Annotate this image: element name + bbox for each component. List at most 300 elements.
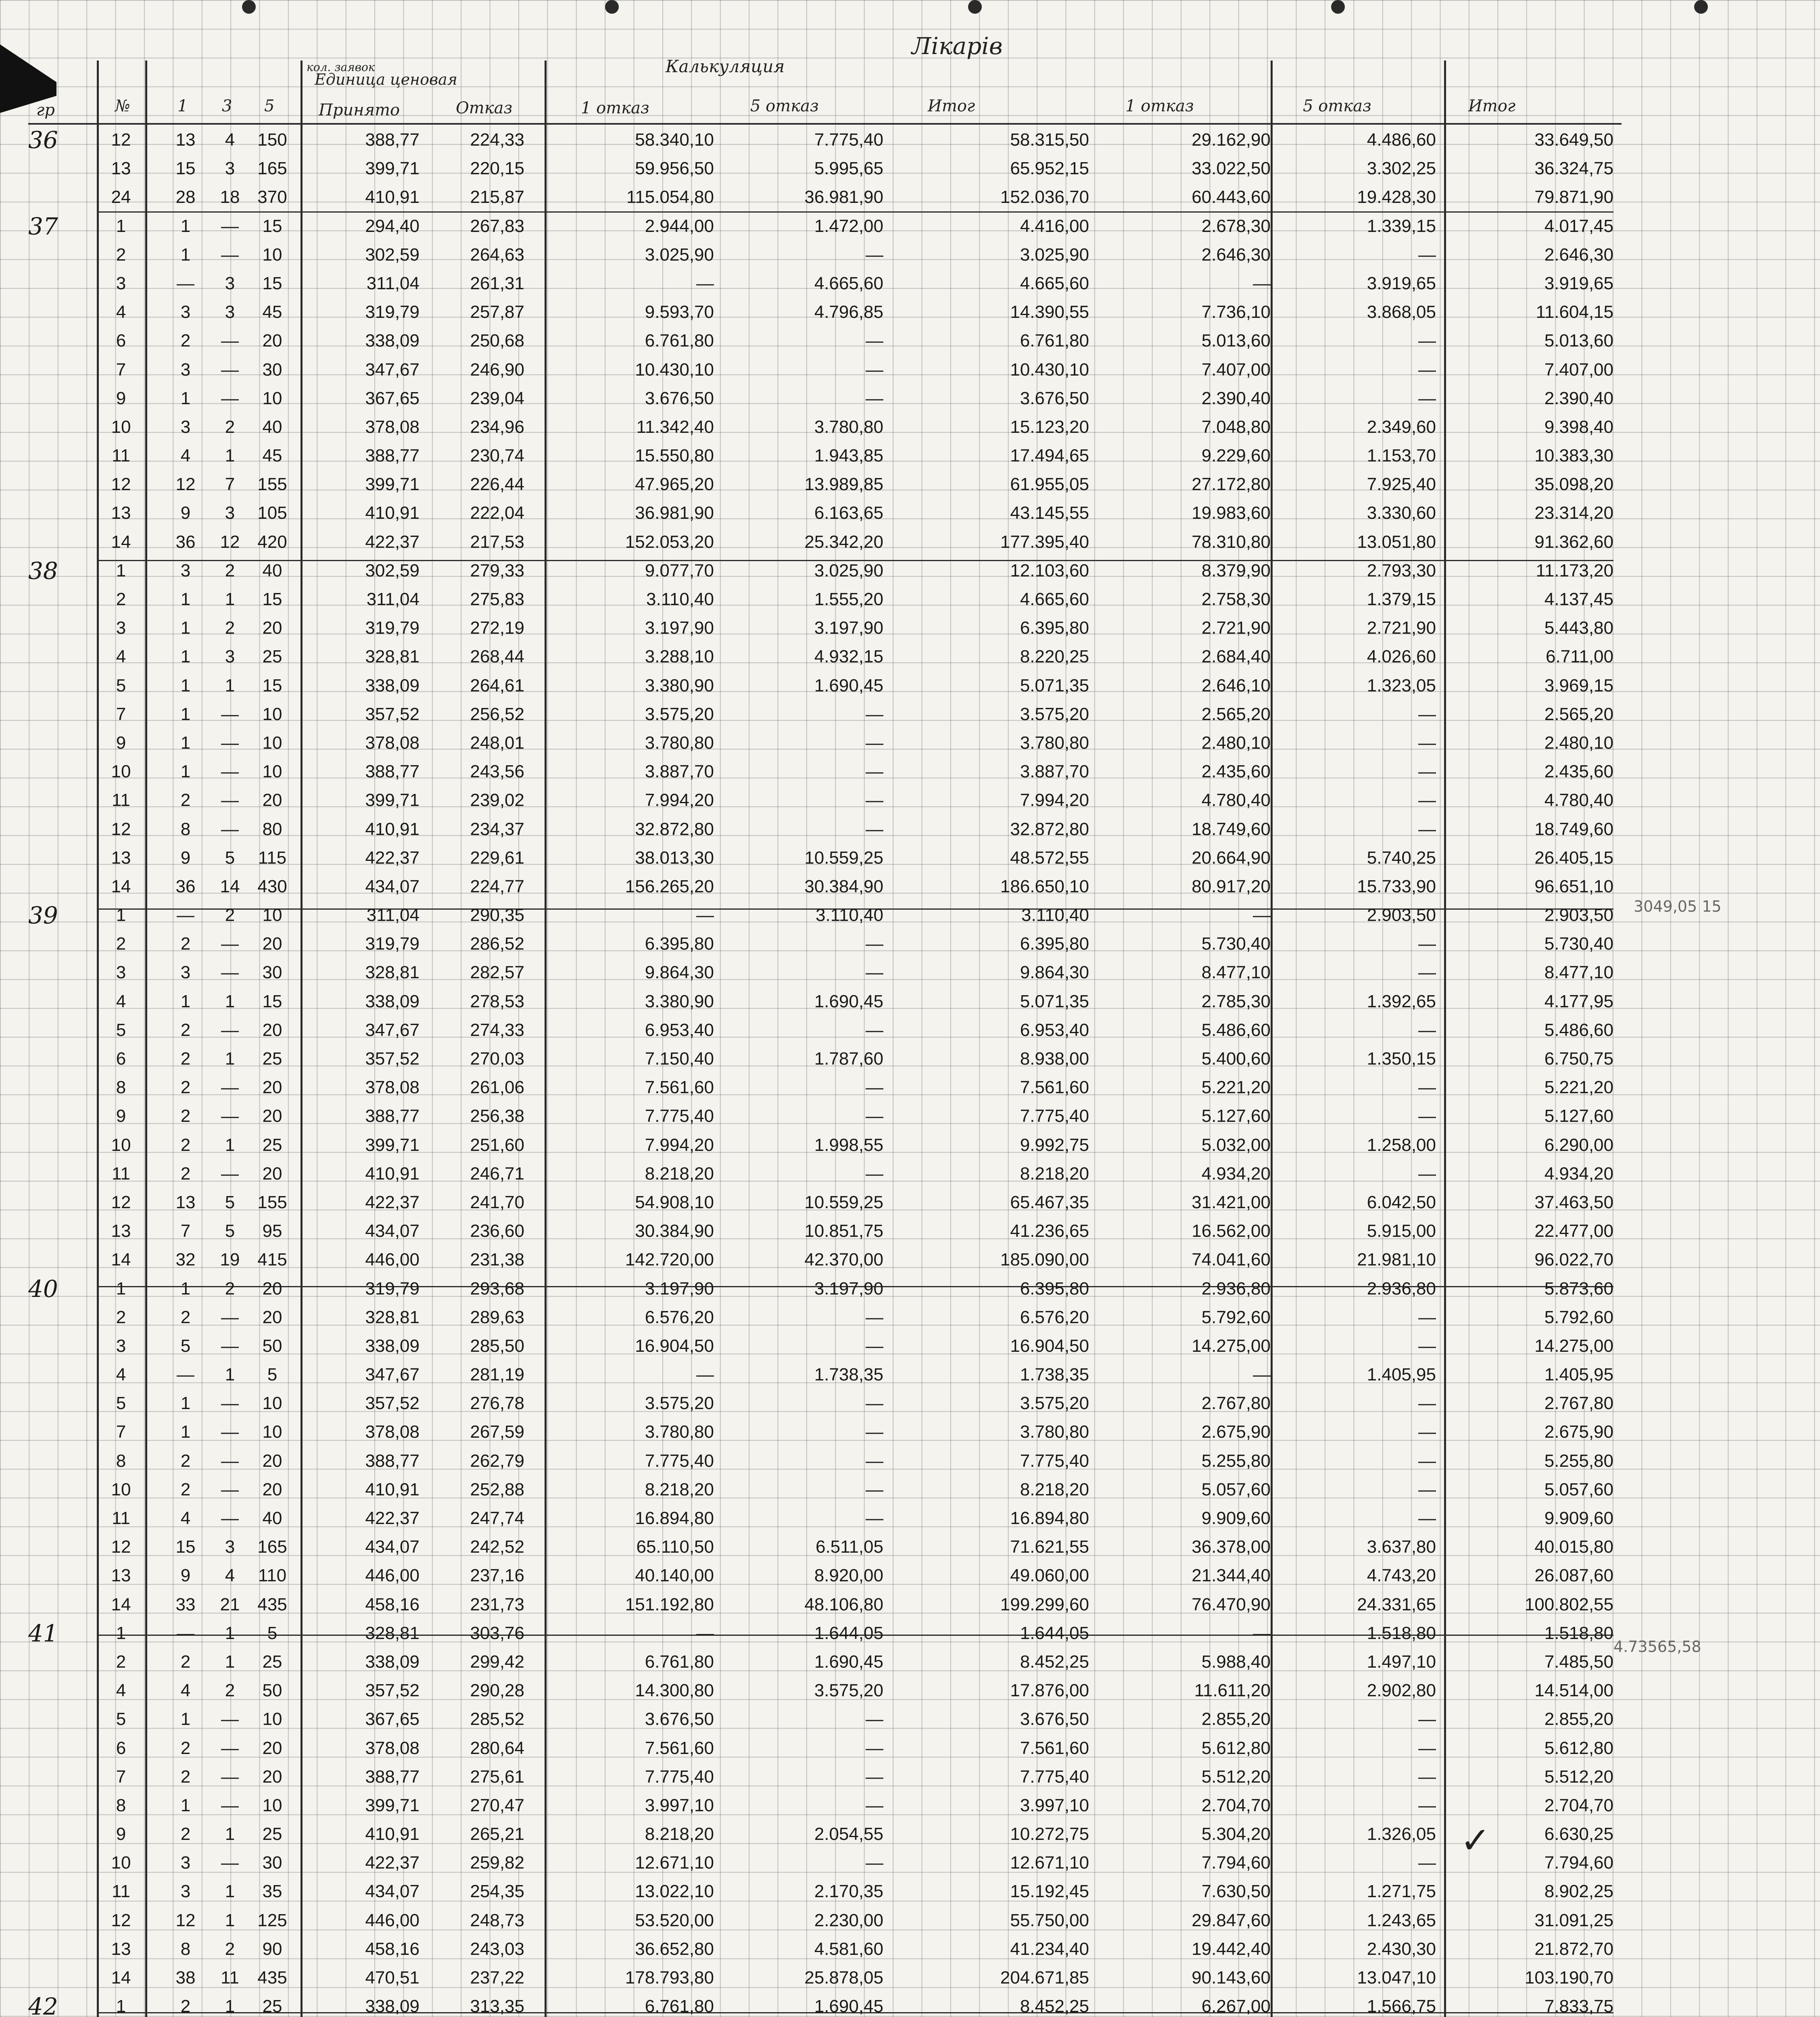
cell-p2: 264,61	[470, 675, 524, 695]
cell-id: 14	[111, 876, 131, 896]
cell-a3: 3.676,50	[1020, 388, 1089, 408]
cell-a2: 8.920,00	[814, 1566, 883, 1586]
cell-a3: 65.952,15	[1010, 159, 1089, 179]
cell-g	[28, 443, 81, 468]
cell-id: 12	[111, 1910, 131, 1930]
cell-c3: 20	[262, 618, 282, 638]
cell-c3: 20	[262, 331, 282, 351]
header-rule	[28, 123, 1622, 125]
cell-g	[28, 788, 81, 813]
cell-a2: 2.054,55	[814, 1824, 883, 1844]
cell-a1: 6.576,20	[645, 1307, 714, 1327]
cell-a6: 4.934,20	[1544, 1163, 1613, 1184]
cell-a5: 4.743,20	[1367, 1566, 1436, 1586]
cell-g: 40	[28, 1275, 58, 1303]
cell-c3: 20	[262, 1307, 282, 1327]
cell-c1: 33	[175, 1594, 196, 1614]
cell-c3: 20	[262, 1766, 282, 1787]
cell-g	[28, 817, 81, 842]
cell-a4: 2.758,30	[1201, 589, 1271, 609]
cell-a1: 7.994,20	[645, 1135, 714, 1155]
cell-c1: 2	[180, 1049, 191, 1069]
cell-p1: 338,09	[365, 991, 420, 1011]
cell-a6: 31.091,25	[1534, 1910, 1613, 1930]
cell-a2: 3.780,80	[814, 417, 883, 437]
cell-a6: 2.480,10	[1544, 733, 1613, 753]
cell-c1: 2	[180, 1020, 191, 1040]
table-row	[0, 1044, 1820, 1073]
cell-a5: 13.051,80	[1357, 532, 1436, 552]
cell-a1: 3.110,40	[646, 589, 714, 609]
cell-g	[28, 846, 81, 871]
cell-p1: 399,71	[365, 159, 420, 179]
cell-id: 24	[111, 187, 131, 207]
cell-a6: 5.443,80	[1544, 618, 1613, 638]
cell-g	[28, 874, 81, 899]
cell-a5: —	[1418, 733, 1436, 753]
cell-p1: 388,77	[365, 1106, 420, 1126]
table-row	[0, 699, 1820, 728]
cell-p1: 338,09	[365, 675, 420, 695]
cell-p2: 230,74	[470, 446, 524, 466]
cell-c3: 15	[262, 675, 282, 695]
cell-id: 14	[111, 1250, 131, 1270]
sheet-title: Лікарів	[912, 32, 1003, 60]
cell-a3: 7.561,60	[1020, 1077, 1089, 1098]
cell-c1: 2	[180, 1738, 191, 1758]
cell-c2: 2	[225, 1278, 235, 1299]
cell-id: 10	[111, 1135, 131, 1155]
col-a4: 1 отказ	[1125, 97, 1194, 115]
cell-a4: 2.785,30	[1201, 991, 1271, 1011]
cell-a1: 14.300,80	[635, 1681, 714, 1701]
cell-c2: 11	[221, 1968, 239, 1988]
cell-c1: 1	[180, 704, 191, 724]
cell-c2: 18	[220, 187, 240, 207]
cell-a1: 3.887,70	[645, 762, 714, 782]
table-row	[0, 929, 1820, 958]
cell-c1: —	[177, 1623, 194, 1643]
cell-a2: 1.690,45	[814, 991, 883, 1011]
col-c3: 5	[264, 97, 275, 115]
cell-p2: 262,79	[470, 1451, 524, 1471]
cell-a5: —	[1418, 1766, 1436, 1787]
cell-a3: 65.467,35	[1010, 1192, 1089, 1212]
cell-a3: 71.621,55	[1010, 1537, 1089, 1557]
cell-a4: 18.749,60	[1192, 819, 1271, 839]
cell-c1: 1	[180, 647, 191, 667]
cell-a3: 7.994,20	[1020, 790, 1089, 810]
cell-a6: 5.013,60	[1544, 331, 1613, 351]
cell-g	[28, 1247, 81, 1272]
cell-a2: —	[866, 1336, 883, 1356]
cell-a3: 41.236,65	[1010, 1221, 1089, 1241]
cell-a1: —	[696, 273, 714, 293]
cell-p1: 319,79	[365, 1278, 420, 1299]
cell-a5: —	[1418, 1451, 1436, 1471]
cell-a5: 3.868,05	[1367, 302, 1436, 322]
cell-g	[28, 759, 81, 784]
cell-g	[28, 1650, 81, 1675]
cell-c1: 4	[180, 1681, 191, 1701]
cell-g: 38	[28, 557, 58, 585]
table-row	[0, 384, 1820, 412]
cell-id: 3	[116, 963, 126, 983]
cell-p2: 264,63	[470, 244, 524, 265]
cell-a4: 2.855,20	[1201, 1709, 1271, 1729]
cell-a3: 7.775,40	[1020, 1451, 1089, 1471]
cell-a5: 2.721,90	[1367, 618, 1436, 638]
cell-c1: 38	[175, 1968, 196, 1988]
cell-c3: 20	[262, 790, 282, 810]
cell-p2: 286,52	[470, 934, 524, 954]
cell-a1: 6.395,80	[645, 934, 714, 954]
cell-a1: 3.025,90	[645, 244, 714, 265]
cell-a3: 16.894,80	[1010, 1508, 1089, 1528]
cell-a4: 29.162,90	[1192, 130, 1271, 150]
cell-p2: 256,52	[470, 704, 524, 724]
table-row	[0, 585, 1820, 613]
cell-a5: —	[1418, 1422, 1436, 1442]
cell-c2: 3	[225, 273, 235, 293]
cell-p2: 274,33	[470, 1020, 524, 1040]
table-row	[0, 728, 1820, 757]
qty-label: кол. заявок	[307, 61, 375, 74]
cell-p2: 299,42	[470, 1652, 524, 1672]
table-row	[0, 154, 1820, 182]
cell-c3: 10	[262, 762, 282, 782]
cell-p2: 279,33	[470, 560, 524, 580]
cell-g	[28, 1075, 81, 1100]
cell-p2: 237,22	[470, 1968, 524, 1988]
cell-p1: 311,04	[366, 589, 420, 609]
cell-a4: 27.172,80	[1192, 474, 1271, 495]
cell-a5: —	[1418, 790, 1436, 810]
cell-c2: —	[221, 331, 239, 351]
cell-id: 6	[116, 1049, 126, 1069]
cell-c3: 80	[262, 819, 282, 839]
cell-a4: 20.664,90	[1192, 848, 1271, 868]
table-row	[0, 671, 1820, 699]
cell-a1: 7.775,40	[645, 1106, 714, 1126]
cell-c1: 2	[180, 1766, 191, 1787]
cell-id: 3	[116, 273, 126, 293]
binder-hole	[605, 0, 619, 14]
cell-a1: 54.908,10	[635, 1192, 714, 1212]
cell-a2: 1.690,45	[814, 1996, 883, 2017]
cell-a5: 1.326,05	[1367, 1824, 1436, 1844]
cell-c3: 25	[262, 1652, 282, 1672]
cell-a3: 1.738,35	[1020, 1365, 1089, 1385]
cell-p1: 422,37	[365, 1508, 420, 1528]
cell-p2: 290,35	[470, 905, 524, 925]
cell-a2: —	[866, 1106, 883, 1126]
cell-g	[28, 501, 81, 526]
cell-a1: 59.956,50	[635, 159, 714, 179]
cell-c1: 12	[175, 474, 196, 495]
cell-c3: 15	[262, 991, 282, 1011]
cell-a5: —	[1418, 1508, 1436, 1528]
cell-a6: 100.802,55	[1524, 1594, 1613, 1614]
cell-c3: 20	[262, 1278, 282, 1299]
cell-c3: 10	[262, 1709, 282, 1729]
table-row	[0, 1446, 1820, 1475]
cell-c2: —	[221, 359, 239, 380]
cell-a1: 3.380,90	[645, 675, 714, 695]
cell-p1: 311,04	[366, 273, 420, 293]
cell-id: 6	[116, 1738, 126, 1758]
cell-a6: 6.630,25	[1544, 1824, 1613, 1844]
cell-c1: 1	[180, 675, 191, 695]
cell-p1: 319,79	[365, 618, 420, 638]
cell-id: 9	[116, 388, 126, 408]
cell-g	[28, 472, 81, 497]
cell-p2: 313,35	[470, 1996, 524, 2017]
cell-p1: 410,91	[365, 1479, 420, 1499]
cell-p1: 434,07	[365, 1221, 420, 1241]
cell-a3: 186.650,10	[1000, 876, 1089, 896]
cell-g	[28, 300, 81, 325]
cell-p2: 268,44	[470, 647, 524, 667]
cell-a3: 3.780,80	[1020, 1422, 1089, 1442]
cell-c2: —	[221, 704, 239, 724]
cell-g	[28, 185, 81, 210]
cell-id: 9	[116, 1824, 126, 1844]
cell-a4: 2.767,80	[1201, 1393, 1271, 1414]
cell-a6: 8.477,10	[1544, 963, 1613, 983]
cell-c1: 2	[180, 1077, 191, 1098]
cell-a5: 2.793,30	[1367, 560, 1436, 580]
cell-a2: 3.110,40	[815, 905, 883, 925]
table-row	[0, 326, 1820, 355]
cell-g: 37	[28, 212, 58, 240]
cell-a5: 3.302,25	[1367, 159, 1436, 179]
cell-a2: 5.995,65	[814, 159, 883, 179]
cell-p2: 251,60	[470, 1135, 524, 1155]
cell-a5: 1.339,15	[1367, 216, 1436, 236]
cell-p1: 422,37	[365, 1853, 420, 1873]
cell-a1: 13.022,10	[635, 1881, 714, 1902]
cell-c1: 2	[180, 790, 191, 810]
cell-p2: 265,21	[470, 1824, 524, 1844]
cell-c1: 2	[180, 1824, 191, 1844]
cell-c1: 2	[180, 934, 191, 954]
cell-a1: 36.981,90	[635, 503, 714, 523]
cell-p2: 257,87	[470, 302, 524, 322]
cell-a6: 7.833,75	[1544, 1996, 1613, 2017]
cell-a5: —	[1418, 1795, 1436, 1815]
cell-a6: 2.565,20	[1544, 704, 1613, 724]
cell-a4: 9.229,60	[1201, 446, 1271, 466]
cell-p1: 446,00	[365, 1250, 420, 1270]
cell-a2: —	[866, 359, 883, 380]
cell-c2: —	[221, 1766, 239, 1787]
cell-a1: 16.894,80	[635, 1508, 714, 1528]
cell-c3: 25	[262, 1049, 282, 1069]
table-row	[0, 1073, 1820, 1101]
cell-p1: 357,52	[365, 1681, 420, 1701]
cell-a4: 7.048,80	[1201, 417, 1271, 437]
cell-c2: —	[221, 1020, 239, 1040]
cell-c2: —	[221, 1508, 239, 1528]
cell-a2: —	[866, 1738, 883, 1758]
cell-a1: 3.780,80	[645, 1422, 714, 1442]
cell-a3: 17.494,65	[1010, 446, 1089, 466]
cell-a4: 7.630,50	[1201, 1881, 1271, 1902]
cell-a5: 1.243,65	[1367, 1910, 1436, 1930]
cell-p2: 231,38	[470, 1250, 524, 1270]
cell-a3: 5.071,35	[1020, 991, 1089, 1011]
cell-a3: 15.192,45	[1010, 1881, 1089, 1902]
cell-c2: 3	[225, 1537, 235, 1557]
cell-c1: 7	[180, 1221, 191, 1241]
cell-a3: 8.218,20	[1020, 1163, 1089, 1184]
cell-p1: 328,81	[365, 1307, 420, 1327]
cell-a5: —	[1418, 963, 1436, 983]
cell-p1: 434,07	[365, 876, 420, 896]
cell-a1: 40.140,00	[635, 1566, 714, 1586]
cell-p2: 229,61	[470, 848, 524, 868]
cell-c2: —	[221, 1795, 239, 1815]
cell-a1: 178.793,80	[625, 1968, 714, 1988]
cell-c2: —	[221, 1307, 239, 1327]
cell-a6: 14.275,00	[1534, 1336, 1613, 1356]
cell-c1: 2	[180, 1307, 191, 1327]
table-row	[0, 1963, 1820, 1992]
cell-a1: 3.575,20	[645, 1393, 714, 1414]
cell-a1: 53.520,00	[635, 1910, 714, 1930]
cell-a3: 3.887,70	[1020, 762, 1089, 782]
cell-p2: 282,57	[470, 963, 524, 983]
cell-a6: 11.604,15	[1536, 302, 1613, 322]
cell-c1: 9	[180, 1566, 191, 1586]
cell-c2: 1	[225, 1996, 235, 2017]
cell-a6: 2.903,50	[1544, 905, 1613, 925]
cell-a2: —	[866, 790, 883, 810]
cell-id: 6	[116, 331, 126, 351]
cell-a1: 30.384,90	[635, 1221, 714, 1241]
cell-c3: 430	[257, 876, 287, 896]
col-c2: 3	[222, 97, 232, 115]
cell-a4: 14.275,00	[1192, 1336, 1271, 1356]
cell-id: 10	[111, 762, 131, 782]
cell-c2: 3	[225, 159, 235, 179]
cell-c3: 370	[257, 187, 287, 207]
cell-c3: 110	[258, 1566, 287, 1586]
cell-a1: 9.864,30	[645, 963, 714, 983]
cell-c1: 1	[180, 733, 191, 753]
cell-c3: 10	[262, 905, 282, 925]
cell-a4: 90.143,60	[1192, 1968, 1271, 1988]
cell-a3: 48.572,55	[1010, 848, 1089, 868]
cell-p2: 267,83	[470, 216, 524, 236]
cell-a2: 1.787,60	[814, 1049, 883, 1069]
cell-id: 4	[116, 1365, 126, 1385]
cell-a1: 7.561,60	[645, 1738, 714, 1758]
cell-c2: —	[221, 1163, 239, 1184]
cell-a2: —	[866, 1163, 883, 1184]
cell-c2: —	[221, 819, 239, 839]
table-row	[0, 240, 1820, 269]
cell-c2: —	[221, 1393, 239, 1414]
cell-a5: 1.323,05	[1367, 675, 1436, 695]
table-row	[0, 1532, 1820, 1561]
cell-g	[28, 1908, 81, 1933]
table-row	[0, 1733, 1820, 1762]
cell-c2: 2	[225, 417, 235, 437]
table-row	[0, 125, 1820, 154]
cell-a3: 152.036,70	[1000, 187, 1089, 207]
cell-a5: 1.566,75	[1367, 1996, 1436, 2017]
cell-a2: 42.370,00	[804, 1250, 883, 1270]
cell-a6: 5.221,20	[1544, 1077, 1613, 1098]
cell-p2: 252,88	[470, 1479, 524, 1499]
cell-a2: —	[866, 1709, 883, 1729]
cell-c2: —	[221, 963, 239, 983]
cell-p1: 422,37	[365, 1192, 420, 1212]
cell-a4: 5.032,00	[1201, 1135, 1271, 1155]
cell-c3: 40	[262, 560, 282, 580]
cell-a3: 3.575,20	[1020, 1393, 1089, 1414]
cell-a4: 33.022,50	[1192, 159, 1271, 179]
table-row	[0, 297, 1820, 326]
cell-g	[28, 1707, 81, 1732]
cell-c1: 36	[175, 876, 196, 896]
cell-a3: 58.315,50	[1010, 130, 1089, 150]
cell-c1: 4	[180, 446, 191, 466]
cell-a6: 21.872,70	[1534, 1939, 1613, 1959]
cell-c1: 2	[180, 1996, 191, 2017]
cell-id: 1	[116, 1623, 126, 1643]
cell-a2: 48.106,80	[804, 1594, 883, 1614]
col-a2: 5 отказ	[750, 97, 819, 115]
cell-c1: —	[177, 273, 194, 293]
table-row	[0, 642, 1820, 670]
cell-a1: 3.676,50	[645, 388, 714, 408]
cell-p2: 241,70	[470, 1192, 524, 1212]
cell-a6: 35.098,20	[1534, 474, 1613, 495]
cell-g	[28, 1477, 81, 1502]
cell-c3: 90	[262, 1939, 282, 1959]
cell-a6: 7.794,60	[1544, 1853, 1613, 1873]
cell-c2: 1	[225, 1652, 235, 1672]
cell-a1: 6.953,40	[645, 1020, 714, 1040]
cell-a4: 5.486,60	[1201, 1020, 1271, 1040]
cell-p1: 367,65	[365, 1709, 420, 1729]
cell-a6: 37.463,50	[1534, 1192, 1613, 1212]
table-row	[0, 1331, 1820, 1360]
cell-c1: 9	[180, 848, 191, 868]
cell-p2: 281,19	[470, 1365, 524, 1385]
cell-a4: 29.847,60	[1192, 1910, 1271, 1930]
cell-a3: 9.864,30	[1020, 963, 1089, 983]
cell-a6: 14.514,00	[1534, 1681, 1613, 1701]
cell-a6: 5.512,20	[1544, 1766, 1613, 1787]
table-row	[0, 1848, 1820, 1877]
table-row	[0, 1303, 1820, 1331]
cell-c1: 1	[180, 1393, 191, 1414]
cell-c1: 5	[180, 1336, 191, 1356]
cell-p2: 270,47	[470, 1795, 524, 1815]
cell-p2: 217,53	[470, 532, 524, 552]
table-row	[0, 1503, 1820, 1532]
cell-a6: 26.405,15	[1534, 848, 1613, 868]
cell-p2: 248,73	[470, 1910, 524, 1930]
cell-a6: 9.398,40	[1544, 417, 1613, 437]
cell-a5: 19.428,30	[1357, 187, 1436, 207]
cell-p2: 261,31	[470, 273, 524, 293]
cell-p1: 347,67	[365, 1365, 420, 1385]
